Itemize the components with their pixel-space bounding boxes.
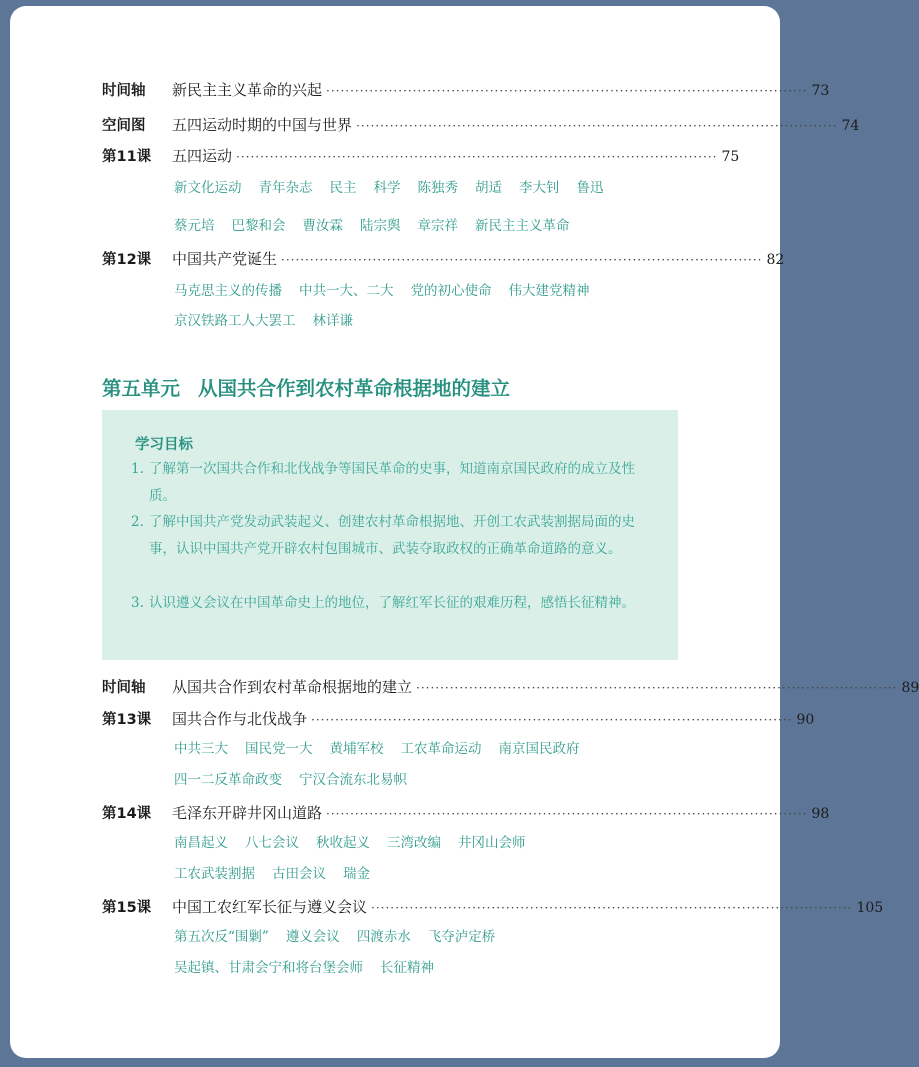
keyword: 吴起镇、甘肃会宁和将台堡会师 bbox=[174, 960, 363, 976]
keywords-lesson-12-line1 bbox=[174, 282, 607, 300]
toc-title: 中国工农红军长征与遵义会议 bbox=[172, 898, 368, 916]
keywords-lesson-11-line1 bbox=[174, 179, 621, 197]
keyword: 京汉铁路工人大罢工 bbox=[174, 313, 296, 329]
keyword: 青年杂志 bbox=[258, 180, 313, 196]
keywords-lesson-14-line1 bbox=[174, 834, 543, 852]
learning-goals-title: 学习目标 bbox=[135, 437, 193, 453]
toc-page: 89 bbox=[901, 680, 919, 696]
keyword: 南京国民政府 bbox=[498, 741, 580, 757]
keywords-lesson-13-line2 bbox=[174, 771, 424, 789]
toc-label: 第14课 bbox=[102, 806, 152, 822]
keywords-lesson-14-line2 bbox=[174, 865, 387, 883]
toc-row-lesson-14[interactable] bbox=[102, 803, 830, 824]
keyword: 国民党一大 bbox=[245, 741, 313, 757]
keyword: 民主 bbox=[329, 180, 357, 196]
goal-text: 认识遵义会议在中国革命史上的地位，了解红军长征的艰难历程，感悟长征精神。 bbox=[149, 595, 635, 611]
leader-dots: ···································································································· bbox=[371, 901, 853, 915]
keyword: 蔡元培 bbox=[174, 218, 215, 234]
toc-label: 第15课 bbox=[102, 900, 152, 916]
keywords-lesson-12-line2 bbox=[174, 312, 370, 330]
toc-label: 第11课 bbox=[102, 149, 152, 165]
keyword: 林详谦 bbox=[312, 313, 353, 329]
keyword: 马克思主义的传播 bbox=[174, 283, 282, 299]
goal-number: 3. bbox=[131, 595, 144, 611]
goal-item-1 bbox=[131, 456, 651, 510]
unit-name: 从国共合作到农村革命根据地的建立 bbox=[198, 377, 511, 400]
unit-heading[interactable] bbox=[102, 373, 510, 401]
toc-row-lesson-15[interactable] bbox=[102, 897, 884, 918]
keyword: 瑞金 bbox=[343, 866, 370, 882]
toc-row-timeline-1[interactable] bbox=[102, 80, 830, 101]
goal-text: 了解中国共产党发动武装起义、创建农村革命根据地、开创工农武装割据局面的史事，认识中国共产党开辟农村包围城市、武装夺取政权的正确革命道路的意义。 bbox=[149, 514, 635, 557]
keyword: 伟大建党精神 bbox=[508, 283, 590, 299]
toc-row-lesson-12[interactable] bbox=[102, 249, 785, 270]
goal-item-3 bbox=[131, 590, 651, 617]
leader-dots: ···································································································· bbox=[326, 807, 808, 821]
unit-number: 第五单元 bbox=[102, 377, 181, 400]
keyword: 工农革命运动 bbox=[400, 741, 482, 757]
keywords-lesson-15-line2 bbox=[174, 959, 451, 977]
toc-page: 98 bbox=[811, 806, 830, 822]
toc-title: 五四运动时期的中国与世界 bbox=[172, 116, 353, 134]
keyword: 飞夺泸定桥 bbox=[427, 929, 496, 945]
keyword: 长征精神 bbox=[380, 960, 434, 976]
toc-title: 国共合作与北伐战争 bbox=[172, 710, 308, 728]
toc-row-timeline-2[interactable] bbox=[102, 677, 919, 698]
keyword: 章宗祥 bbox=[417, 218, 458, 234]
keywords-lesson-13-line1 bbox=[174, 740, 597, 758]
keyword: 井冈山会师 bbox=[458, 835, 526, 851]
leader-dots: ···································································································· bbox=[236, 150, 718, 164]
toc-row-lesson-13[interactable] bbox=[102, 709, 815, 730]
keyword: 新文化运动 bbox=[174, 180, 242, 196]
goal-item-2 bbox=[131, 509, 651, 563]
keyword: 巴黎和会 bbox=[231, 218, 286, 234]
leader-dots: ···································································································· bbox=[281, 253, 763, 267]
keyword: 四渡赤水 bbox=[356, 929, 411, 945]
toc-label: 时间轴 bbox=[102, 680, 146, 696]
goal-number: 2. bbox=[131, 514, 144, 530]
keyword: 四一二反革命政变 bbox=[174, 772, 282, 788]
keyword: 中共一大、二大 bbox=[299, 283, 394, 299]
keyword: 鲁迅 bbox=[576, 180, 604, 196]
keyword: 第五次反“围剿” bbox=[174, 929, 269, 945]
keywords-lesson-11-line2 bbox=[174, 217, 587, 235]
keyword: 南昌起义 bbox=[174, 835, 228, 851]
keyword: 党的初心使命 bbox=[410, 283, 492, 299]
toc-page: 90 bbox=[796, 712, 815, 728]
keyword: 工农武装割据 bbox=[174, 866, 255, 882]
goal-number: 1. bbox=[131, 461, 144, 477]
keyword: 秋收起义 bbox=[316, 835, 370, 851]
toc-page: 75 bbox=[721, 149, 740, 165]
keyword: 宁汉合流东北易帜 bbox=[299, 772, 407, 788]
keyword: 三湾改编 bbox=[387, 835, 441, 851]
toc-title: 中国共产党诞生 bbox=[172, 250, 278, 268]
toc-page: 105 bbox=[856, 900, 884, 916]
leader-dots: ···································································································· bbox=[326, 84, 808, 98]
leader-dots: ···································································································· bbox=[311, 713, 793, 727]
keyword: 八七会议 bbox=[245, 835, 299, 851]
goal-text: 了解第一次国共合作和北伐战争等国民革命的史事，知道南京国民政府的成立及性质。 bbox=[149, 461, 635, 504]
keyword: 陆宗舆 bbox=[360, 218, 401, 234]
toc-page: 74 bbox=[841, 118, 860, 134]
keyword: 遵义会议 bbox=[285, 929, 340, 945]
toc-label: 第12课 bbox=[102, 252, 152, 268]
keyword: 古田会议 bbox=[272, 866, 326, 882]
learning-goals-box bbox=[102, 410, 678, 660]
toc-title: 从国共合作到农村革命根据地的建立 bbox=[172, 678, 413, 696]
toc-label: 时间轴 bbox=[102, 83, 146, 99]
keyword: 李大钊 bbox=[519, 180, 560, 196]
toc-label: 第13课 bbox=[102, 712, 152, 728]
keyword: 黄埔军校 bbox=[329, 741, 384, 757]
toc-row-lesson-11[interactable] bbox=[102, 146, 740, 167]
keyword: 新民主主义革命 bbox=[475, 218, 570, 234]
keyword: 曹汝霖 bbox=[302, 218, 343, 234]
toc-page: 73 bbox=[811, 83, 830, 99]
toc-title: 新民主主义革命的兴起 bbox=[172, 81, 323, 99]
toc-row-map[interactable] bbox=[102, 115, 860, 136]
keyword: 陈独秀 bbox=[417, 180, 458, 196]
keywords-lesson-15-line1 bbox=[174, 928, 512, 946]
keyword: 科学 bbox=[373, 180, 401, 196]
toc-title: 毛泽东开辟井冈山道路 bbox=[172, 804, 323, 822]
leader-dots: ···································································································· bbox=[416, 681, 898, 695]
keyword: 胡适 bbox=[475, 180, 502, 196]
leader-dots: ···································································································· bbox=[356, 119, 838, 133]
toc-page: 82 bbox=[766, 252, 785, 268]
keyword: 中共三大 bbox=[174, 741, 228, 757]
toc-label: 空间图 bbox=[102, 118, 146, 134]
toc-title: 五四运动 bbox=[172, 147, 233, 165]
